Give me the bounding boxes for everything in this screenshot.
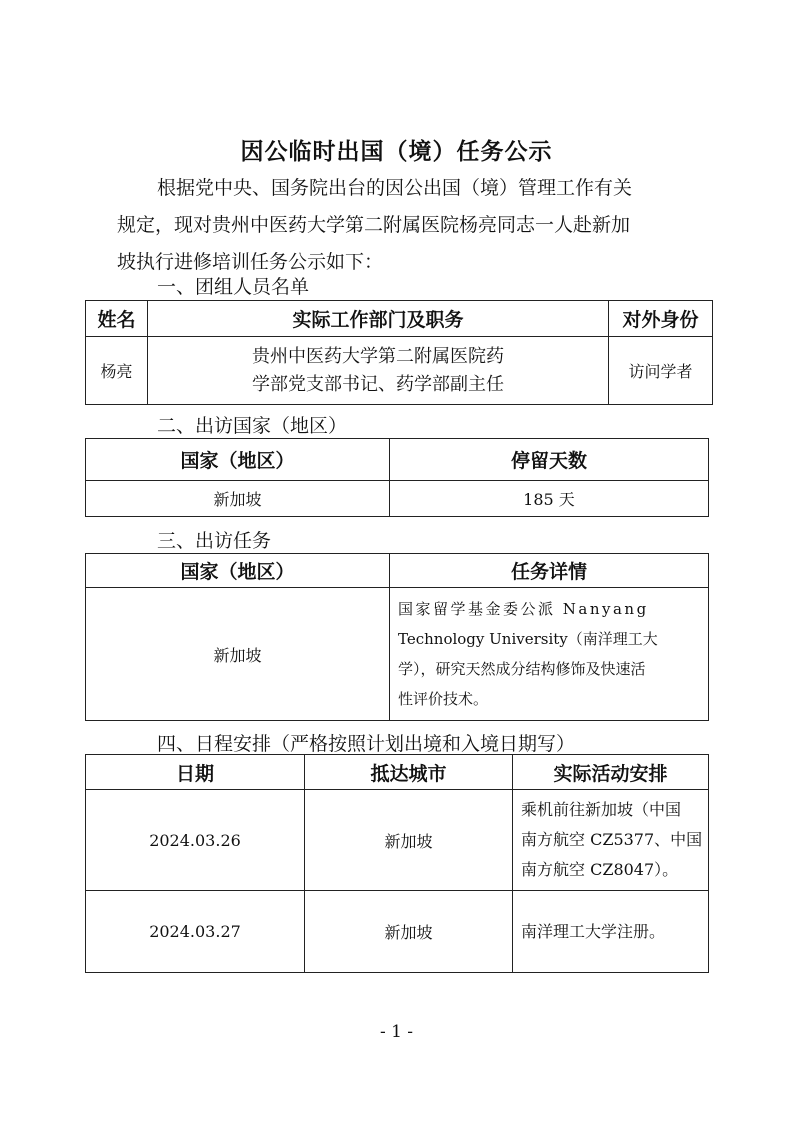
section-heading-members: 一、团组人员名单 [157, 276, 310, 298]
member-department [148, 337, 609, 405]
members-table [85, 300, 713, 405]
table-header: 国家（地区） [86, 439, 390, 481]
schedule-activity [513, 891, 709, 973]
document-title: 因公临时出国（境）任务公示 [240, 139, 553, 165]
section-heading-countries: 二、出访国家（地区） [157, 415, 348, 437]
task-detail [390, 588, 709, 721]
intro-line: 坡执行进修培训任务公示如下： [117, 251, 384, 273]
intro-line: 根据党中央、国务院出台的因公出国（境）管理工作有关 [157, 177, 633, 199]
table-header: 停留天数 [390, 439, 709, 481]
section-heading-schedule: 四、日程安排（严格按照计划出境和入境日期写） [157, 733, 576, 755]
schedule-city: 新加坡 [305, 790, 513, 891]
activity-line: 南洋理工大学注册。 [521, 921, 666, 941]
table-row [86, 891, 709, 973]
task-detail-line: 学），研究天然成分结构修饰及快速活 [398, 660, 646, 678]
tasks-table [85, 553, 709, 721]
table-row [86, 790, 709, 891]
countries-table [85, 438, 709, 517]
schedule-activity [513, 790, 709, 891]
page-number: - 1 - [379, 1022, 414, 1042]
task-detail-line: Technology University（南洋理工大 [398, 630, 658, 648]
country-cell: 新加坡 [86, 481, 390, 517]
table-header: 实际工作部门及职务 [148, 301, 609, 337]
department-line: 学部党支部书记、药学部副主任 [252, 373, 504, 395]
table-header: 对外身份 [609, 301, 713, 337]
country-cell: 新加坡 [86, 588, 390, 721]
table-header: 任务详情 [390, 554, 709, 588]
intro-line: 规定，现对贵州中医药大学第二附属医院杨亮同志一人赴新加 [117, 214, 631, 236]
member-identity: 访问学者 [609, 337, 713, 405]
table-header: 实际活动安排 [513, 755, 709, 790]
section-heading-tasks: 三、出访任务 [157, 530, 272, 552]
department-line: 贵州中医药大学第二附属医院药 [252, 345, 504, 367]
schedule-date: 2024.03.27 [86, 891, 305, 973]
schedule-date: 2024.03.26 [86, 790, 305, 891]
table-row [86, 481, 709, 517]
intro-paragraph [117, 170, 695, 281]
table-row [86, 337, 713, 405]
stay-days-cell: 185 天 [390, 481, 709, 517]
activity-line: 南方航空 CZ8047）。 [521, 860, 679, 879]
table-header: 日期 [86, 755, 305, 790]
table-header: 姓名 [86, 301, 148, 337]
table-header: 抵达城市 [305, 755, 513, 790]
activity-line: 南方航空 CZ5377、中国 [521, 830, 703, 849]
schedule-table [85, 754, 709, 973]
member-name: 杨亮 [86, 337, 148, 405]
task-detail-line: 性评价技术。 [398, 690, 489, 708]
activity-line: 乘机前往新加坡（中国 [521, 800, 682, 819]
table-header: 国家（地区） [86, 554, 390, 588]
schedule-city: 新加坡 [305, 891, 513, 973]
table-row [86, 588, 709, 721]
task-detail-line: 国家留学基金委公派 Nanyang [398, 600, 649, 618]
